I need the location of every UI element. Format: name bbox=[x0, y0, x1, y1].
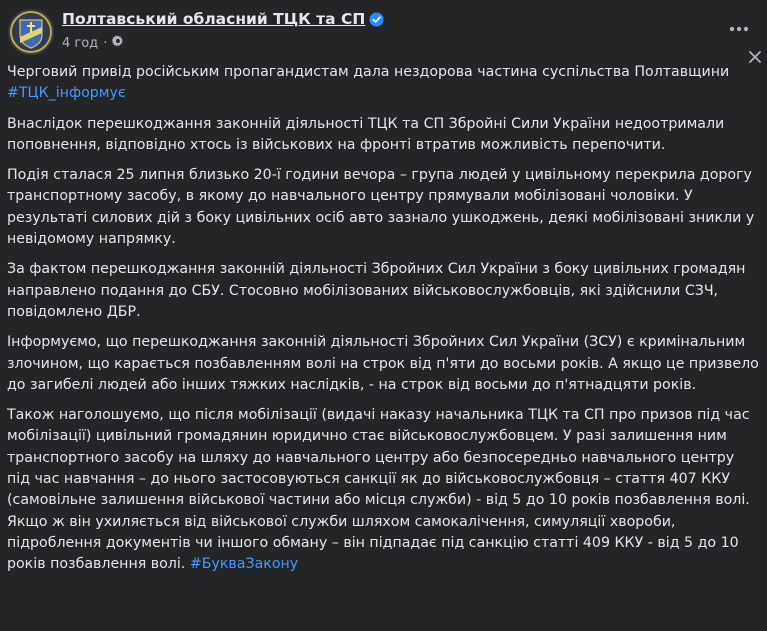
verified-badge-icon bbox=[369, 12, 384, 31]
post-paragraph-2: Подія сталася 25 липня близько 20-ї години вечора – група людей у цивільному перекрила дорогу транспортному засобу, в якому до навчального центру прямували мобілізовані чоловіки. У результаті силових дій з боку цивільних осіб авто зазнало ушкоджень, деякі мобілізовані зникли у невідомому напрямку. bbox=[7, 167, 755, 248]
hashtag-bukva-zakonu[interactable]: #БукваЗакону bbox=[189, 556, 299, 573]
post-timestamp[interactable]: 4 год bbox=[62, 35, 99, 51]
post-paragraph-3: За фактом перешкоджання законній діяльності Збройних Сил України з боку цивільних громадян направлено подання до СБУ. Стосовно мобілізованих військовослужбовців, які здійснили СЗЧ, повідомлено ДБР. bbox=[7, 261, 746, 320]
page-name-text: Полтавський обласний ТЦК та СП bbox=[62, 10, 366, 28]
page-avatar[interactable] bbox=[8, 9, 54, 55]
more-dots-icon bbox=[729, 26, 749, 32]
post-meta bbox=[62, 35, 124, 51]
hashtag-tck-informuye[interactable]: #ТЦК_інформує bbox=[7, 85, 126, 102]
more-options-button[interactable] bbox=[727, 17, 751, 41]
gear-icon[interactable] bbox=[112, 35, 124, 51]
post-body bbox=[7, 62, 759, 585]
page-name-link[interactable] bbox=[62, 10, 384, 31]
dot-separator: · bbox=[103, 35, 108, 51]
post-paragraph-5 bbox=[7, 405, 759, 575]
post-intro bbox=[7, 62, 759, 105]
post-paragraph-4: Інформуємо, що перешкоджання законній діяльності Збройних Сил України (ЗСУ) є кримінальним злочином, що карається позбавленням волі на строк від п'яти до восьми років. А якщо це призвело до загибелі людей або інших тяжких наслідків, - на строк від восьми до п'ятнадцяти років. bbox=[7, 334, 759, 393]
paragraph-5-text: Також наголошуємо, що після мобілізації (видачі наказу начальника ТЦК та СП про призов під час мобілізації) цивільний громадянин юридично стає військовослужбовцем. У разі залишення ним транспортного засобу на шляху до навчального центру або безпосередньо навчального центру під час навчання – до нього застосовуються санкції як до військовослужбовця – стаття 407 ККУ (самовільне залишення військової частини або місця служби) - від 5 до 10 років позбавлення волі. Якщо ж він ухиляється від військової служби шляхом самокалічення, симуляції хвороби, підроблення документів чи іншого обману – він підпадає під санкцію статті 409 ККУ - від 5 до 10 років позбавлення волі. bbox=[7, 407, 750, 573]
intro-text: Черговий привід російським пропагандистам дала нездорова частина суспільства Полтавщини bbox=[7, 64, 730, 80]
emblem-icon bbox=[8, 9, 54, 55]
post-paragraph-1: Внаслідок перешкоджання законній діяльності ТЦК та СП Збройні Сили України недоотримали поповнення, відповідно хтось із військових на фронті втратив можливість перепочити. bbox=[7, 115, 725, 153]
post-header bbox=[8, 9, 767, 55]
